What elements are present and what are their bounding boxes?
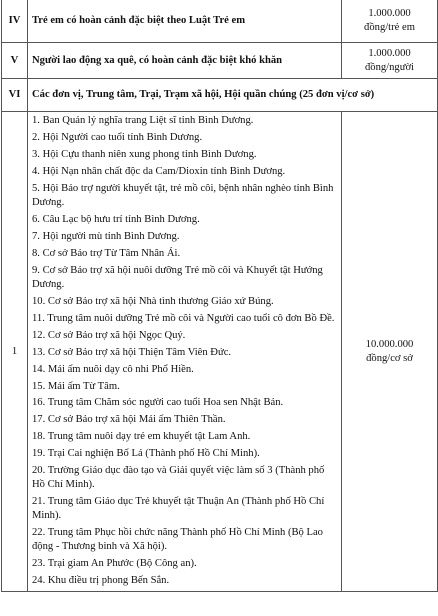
organization-list [28,112,342,592]
row-amount [342,112,438,592]
amount-unit: đồng/trẻ em [364,22,415,33]
table-row-v [2,43,438,79]
list-item: 15. Mái ấm Từ Tâm. [32,380,120,392]
list-item: 2. Hội Người cao tuổi tỉnh Bình Dương. [32,131,203,143]
support-table [1,0,438,592]
row-title: Người lao động xa quê, có hoàn cảnh đặc biệt khó khăn [28,43,342,79]
list-item: 22. Trung tâm Phục hồi chức năng Thành phố Hồ Chí Minh (Bộ Lao động - Thương binh và Xã hội). [32,527,323,553]
list-item: 4. Hội Nạn nhân chất độc da Cam/Dioxin tỉnh Bình Dương. [32,165,286,177]
row-number: 1 [2,112,28,592]
amount-value: 10.000.000 [365,338,414,350]
list-item: 12. Cơ sở Bảo trợ xã hội Ngọc Quý. [32,329,186,341]
row-amount [342,43,438,79]
list-item: 19. Trại Cai nghiện Bố Lá (Thành phố Hồ Chí Minh). [32,448,260,460]
row-number: V [2,43,28,79]
amount-unit: đồng/người [364,61,414,73]
list-item: 21. Trung tâm Giáo dục Trẻ khuyết tật Thuận An (Thành phố Hồ Chí Minh). [32,496,325,522]
list-item: 13. Cơ sở Bảo trợ xã hội Thiện Tâm Viên Đức. [32,346,232,358]
list-item: 3. Hội Cựu thanh niên xung phong tỉnh Bình Dương. [32,148,257,160]
table-row-vi [2,79,438,112]
amount-unit: đồng/cơ sở [366,352,413,364]
list-item: 6. Câu Lạc bộ hưu trí tỉnh Bình Dương. [32,213,200,225]
list-item: 11. Trung tâm nuôi dưỡng Trẻ mồ côi và Người cao tuổi cô đơn Bồ Đề. [32,312,335,324]
row-number: VI [2,79,28,112]
row-title: Các đơn vị, Trung tâm, Trại, Trạm xã hội, Hội quần chúng (25 đơn vị/cơ sở) [28,79,438,112]
list-item: 14. Mái ấm nuôi dạy cô nhi Phổ Hiền. [32,363,194,375]
table-row-iv [2,0,438,43]
list-item: 1. Ban Quản lý nghĩa trang Liệt sĩ tỉnh Bình Dương. [32,115,254,126]
row-amount [342,0,438,43]
list-item: 16. Trung tâm Chăm sóc người cao tuổi Hoa sen Nhật Bản. [32,397,284,409]
organization-items [32,114,338,588]
row-number: IV [2,0,28,43]
list-item: 7. Hội người mù tỉnh Bình Dương. [32,230,180,242]
list-item: 9. Cơ sở Bảo trợ xã hội nuôi dưỡng Trẻ mồ côi và Khuyết tật Hướng Dương. [32,264,323,290]
list-item: 17. Cơ sở Bảo trợ xã hội Mái ấm Thiên Thần. [32,414,226,426]
list-item: 20. Trường Giáo dục đào tạo và Giải quyết việc làm số 3 (Thành phố Hồ Chí Minh). [32,465,325,491]
amount-value: 1.000.000 [368,47,411,59]
list-item: 10. Cơ sở Bảo trợ xã hội Nhà tình thương Giáo xứ Búng. [32,295,274,307]
list-item: 5. Hội Bảo trợ người khuyết tật, trẻ mồ côi, bệnh nhân nghèo tỉnh Bình Dương. [32,182,334,208]
list-item: 8. Cơ sở Bảo trợ Từ Tâm Nhân Ái. [32,247,181,259]
amount-value: 1.000.000 [368,8,411,20]
list-item: 18. Trung tâm nuôi dạy trẻ em khuyết tật Lam Anh. [32,431,251,443]
table-row-group-1 [2,112,438,592]
row-title: Trẻ em có hoàn cảnh đặc biệt theo Luật Trẻ em [28,0,342,43]
list-item: 24. Khu điều trị phong Bến Sắn. [32,575,170,587]
list-item: 23. Trại giam An Phước (Bộ Công an). [32,558,197,570]
